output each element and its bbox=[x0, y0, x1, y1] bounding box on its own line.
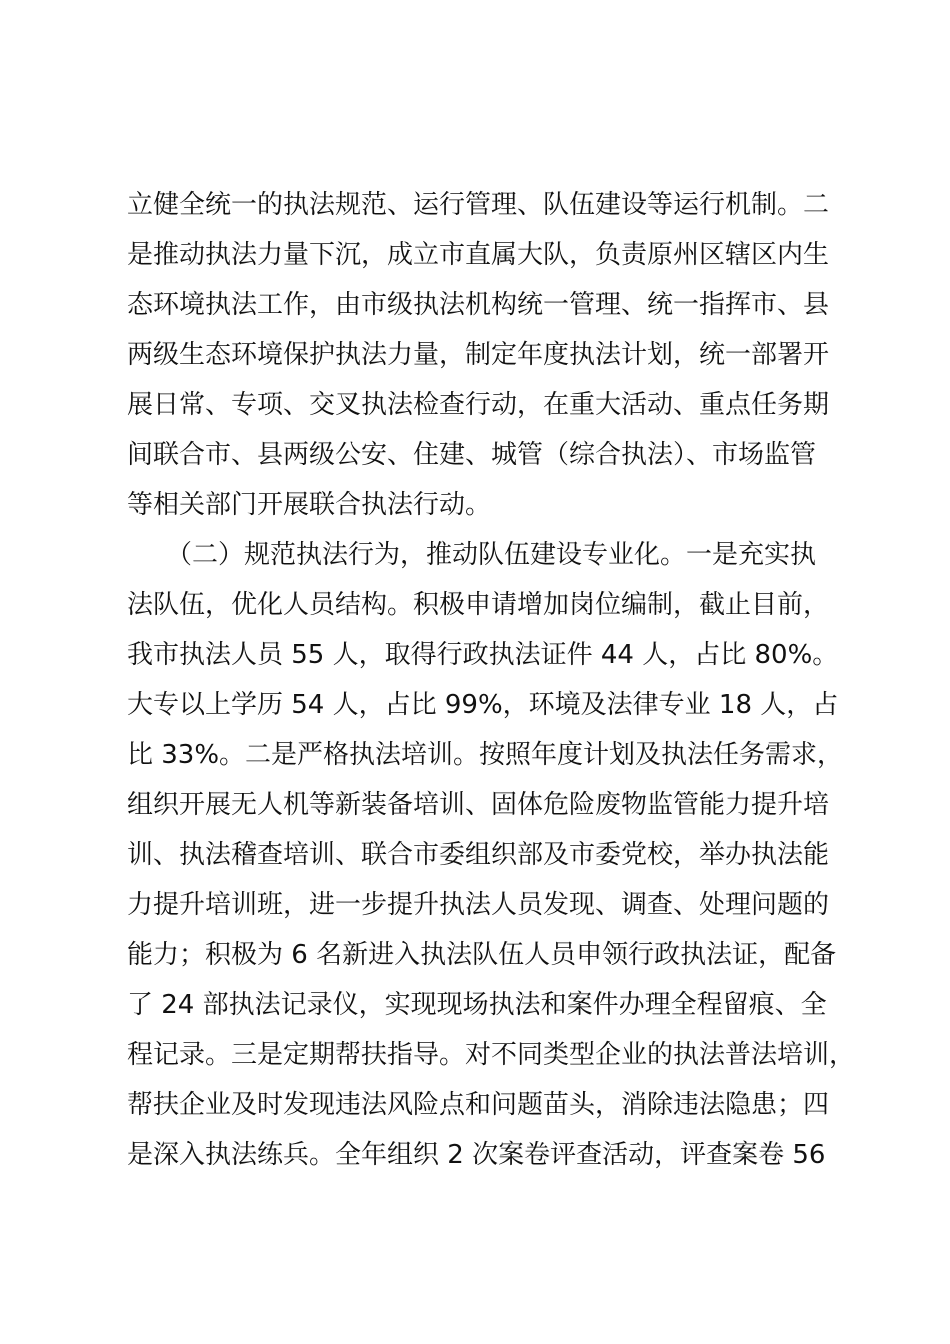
text-line: 力提升培训班，进一步提升执法人员发现、调查、处理问题的 bbox=[127, 890, 830, 920]
text-line: 组织开展无人机等新装备培训、固体危险废物监管能力提升培 bbox=[127, 790, 830, 820]
text-line: 了 24 部执法记录仪，实现现场执法和案件办理全程留痕、全 bbox=[127, 990, 827, 1020]
body-text bbox=[127, 180, 867, 1180]
text-line: 能力；积极为 6 名新进入执法队伍人员申领行政执法证，配备 bbox=[127, 940, 837, 970]
text-line: 态环境执法工作，由市级执法机构统一管理、统一指挥市、县 bbox=[127, 290, 830, 320]
text-line: （二）规范执法行为，推动队伍建设专业化。一是充实执 bbox=[127, 540, 817, 570]
text-line: 我市执法人员 55 人，取得行政执法证件 44 人，占比 80%。 bbox=[127, 640, 839, 670]
text-line: 是推动执法力量下沉，成立市直属大队，负责原州区辖区内生 bbox=[127, 240, 830, 270]
text-line: 立健全统一的执法规范、运行管理、队伍建设等运行机制。二 bbox=[127, 190, 830, 220]
text-line: 等相关部门开展联合执法行动。 bbox=[127, 490, 492, 520]
text-line: 帮扶企业及时发现违法风险点和问题苗头，消除违法隐患；四 bbox=[127, 1090, 830, 1120]
text-line: 展日常、专项、交叉执法检查行动，在重大活动、重点任务期 bbox=[127, 390, 830, 420]
text-line: 间联合市、县两级公安、住建、城管（综合执法）、市场监管 bbox=[127, 440, 817, 470]
text-line: 比 33%。二是严格执法培训。按照年度计划及执法任务需求， bbox=[127, 740, 844, 770]
text-line: 两级生态环境保护执法力量，制定年度执法计划，统一部署开 bbox=[127, 340, 830, 370]
text-line: 是深入执法练兵。全年组织 2 次案卷评查活动，评查案卷 56 bbox=[127, 1140, 826, 1170]
text-line: 训、执法稽查培训、联合市委组织部及市委党校，举办执法能 bbox=[127, 840, 830, 870]
text-line: 大专以上学历 54 人，占比 99%，环境及法律专业 18 人，占 bbox=[127, 690, 839, 720]
text-line: 程记录。三是定期帮扶指导。对不同类型企业的执法普法培训， bbox=[127, 1040, 856, 1070]
text-line: 法队伍，优化人员结构。积极申请增加岗位编制，截止目前， bbox=[127, 590, 830, 620]
